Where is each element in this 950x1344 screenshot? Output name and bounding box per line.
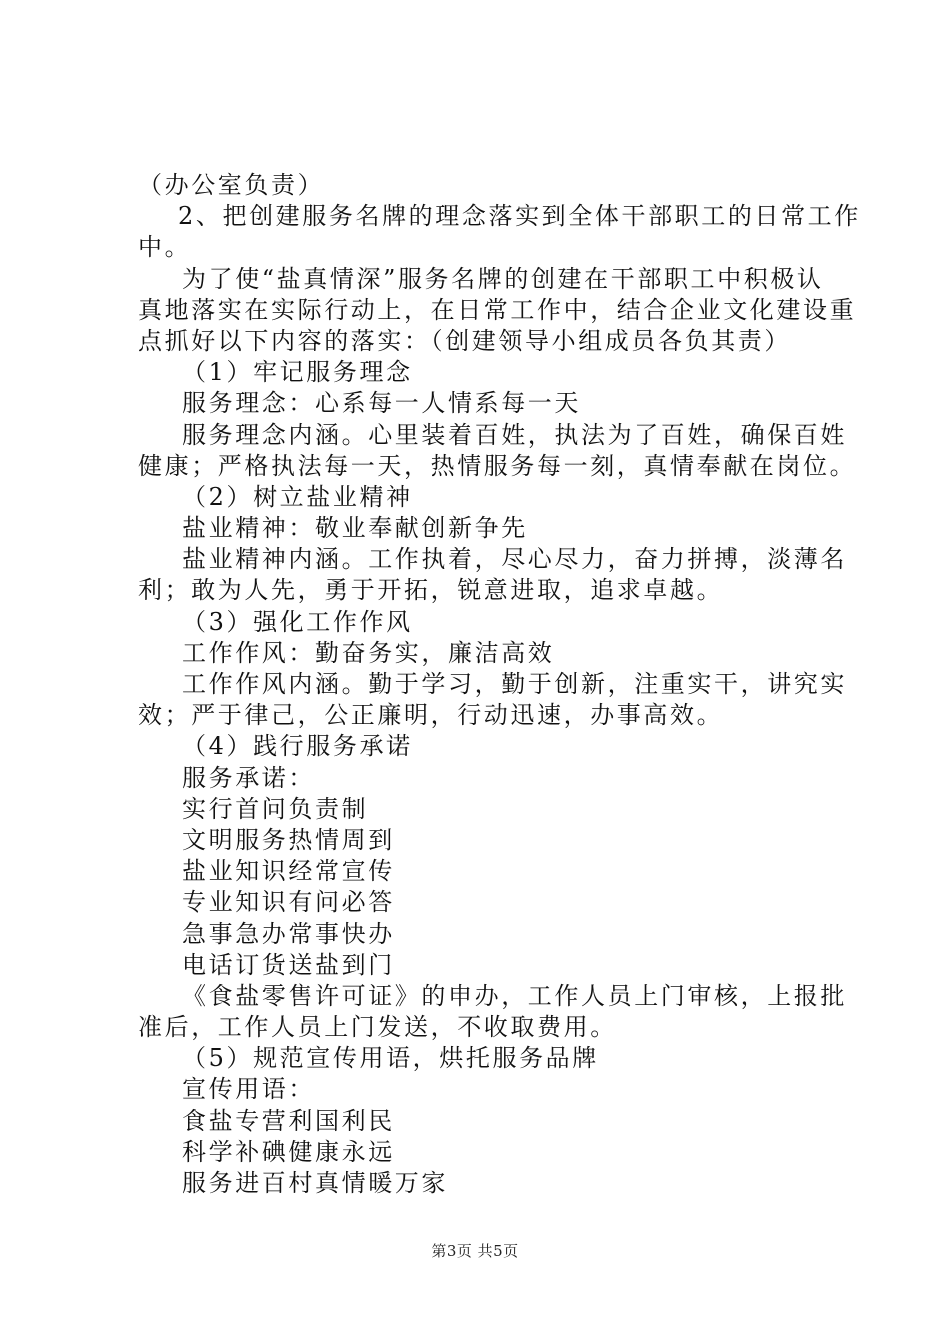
- document-body: [138, 170, 861, 1199]
- text-line: 盐业精神内涵。工作执着，尽心尽力，奋力拼搏，淡薄名: [182, 545, 847, 574]
- text-line: 工作作风内涵。勤于学习，勤于创新，注重实干，讲究实: [182, 670, 847, 698]
- text-line: 效；严于律己，公正廉明，行动迅速，办事高效。: [138, 701, 724, 730]
- text-line: 2、把创建服务名牌的理念落实到全体干部职工的日常工作: [178, 202, 861, 231]
- text-line: 宣传用语：: [182, 1075, 315, 1104]
- text-line: 工作作风：勤奋务实，廉洁高效: [182, 638, 555, 667]
- text-line: 科学补碘健康永远: [182, 1137, 395, 1166]
- text-line: （5）规范宣传用语，烘托服务品牌: [182, 1044, 599, 1073]
- text-line: 为了使“盐真情深”服务名牌的创建在干部职工中积极认: [182, 264, 824, 293]
- text-line: 健康；严格执法每一天，热情服务每一刻，真情奉献在岗位。: [138, 451, 857, 480]
- text-line: 服务进百村真情暖万家: [182, 1169, 448, 1197]
- text-line: 《食盐零售许可证》的申办，工作人员上门审核，上报批: [182, 981, 847, 1010]
- text-line: 服务理念内涵。心里装着百姓，执法为了百姓，确保百姓: [182, 420, 847, 449]
- text-line: 食盐专营利国利民: [182, 1106, 395, 1135]
- text-line: （2）树立盐业精神: [182, 482, 413, 511]
- text-line: 急事急办常事快办: [182, 919, 395, 948]
- text-line: 盐业知识经常宣传: [182, 857, 395, 886]
- text-line: 盐业精神：敬业奉献创新争先: [182, 514, 528, 543]
- text-line: （4）践行服务承诺: [182, 732, 413, 761]
- text-line: 专业知识有问必答: [182, 888, 395, 917]
- text-line: （3）强化工作作风: [182, 607, 413, 636]
- text-line: （1）牢记服务理念: [182, 358, 413, 387]
- text-line: 真地落实在实际行动上，在日常工作中，结合企业文化建设重: [138, 295, 857, 324]
- text-line: 中。: [138, 233, 192, 262]
- text-line: 电话订货送盐到门: [182, 950, 395, 979]
- text-line: 利；敢为人先，勇于开拓，锐意进取，追求卓越。: [138, 576, 724, 605]
- text-line: 文明服务热情周到: [182, 825, 395, 854]
- text-line: 服务承诺：: [182, 763, 315, 792]
- text-line: 服务理念：心系每一人情系每一天: [182, 389, 581, 418]
- text-line: 点抓好以下内容的落实：（创建领导小组成员各负其责）: [138, 326, 791, 355]
- page-footer: 第3页 共5页: [431, 1242, 519, 1260]
- text-line: 实行首问负责制: [182, 794, 369, 823]
- text-line: 准后，工作人员上门发送，不收取费用。: [138, 1013, 617, 1042]
- text-line: （办公室负责）: [138, 171, 325, 199]
